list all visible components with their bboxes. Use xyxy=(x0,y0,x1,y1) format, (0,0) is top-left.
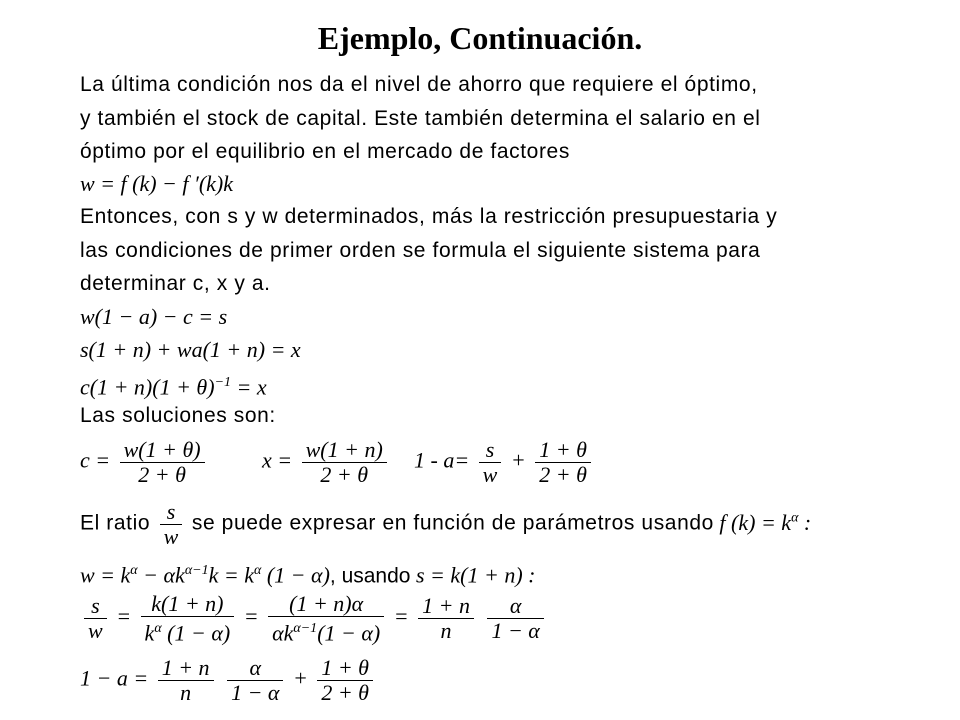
sol-x-denominator: 2 + θ xyxy=(320,462,369,487)
text-line-1: La última condición nos da el nivel de ahorro que requiere el óptimo, xyxy=(80,73,758,96)
ratio-derivation xyxy=(80,592,548,645)
sol-a-f1-numerator: s xyxy=(479,438,502,463)
sol-x-numerator: w(1 + n) xyxy=(302,438,387,463)
system-equation-3 xyxy=(80,370,267,400)
sol-a-f2-denominator: 2 + θ xyxy=(539,462,587,487)
rd-eq-3: = xyxy=(393,603,409,629)
sol-a-fraction-2 xyxy=(535,438,591,487)
sys3-exponent: −1 xyxy=(214,375,232,390)
sol-c-fraction xyxy=(120,438,205,487)
final-plus: + xyxy=(292,665,308,691)
ratio-function: f $(k) = k^\alpha$ : xyxy=(719,509,812,535)
sol-a-f2-numerator: 1 + θ xyxy=(535,438,591,463)
system-equation-2: s(1 + n) + wa(1 + n) = x xyxy=(80,337,301,362)
rd-lhs-fraction: $\frac{s}{w}$ xyxy=(84,594,107,643)
sys3-left: c(1 + n)(1 + θ) xyxy=(80,374,215,400)
final-fraction-2: $\frac{\alpha}{1 - \alpha}$ xyxy=(227,656,283,705)
sol-a-f1-denominator: w xyxy=(482,462,498,487)
ratio-prefix: El ratio xyxy=(80,511,151,535)
text-line-11: Las soluciones son: xyxy=(80,404,276,427)
final-fraction-3: $\frac{1 + \theta}{2 + \theta}$ xyxy=(317,656,373,705)
usando-text: , usando xyxy=(329,564,411,588)
s-equation: s = k(1 + n) : xyxy=(415,562,536,588)
ratio-fraction xyxy=(160,500,183,549)
rd-eq-1: = xyxy=(116,603,132,629)
sys3-right: = x xyxy=(231,374,267,400)
system-equation-1: w(1 − a) − c = s xyxy=(80,304,228,329)
sol-c-lhs: c = xyxy=(80,447,111,473)
rd-eq-2: = xyxy=(243,603,259,629)
ratio-line xyxy=(80,500,811,549)
text-line-3: óptimo por el equilibrio en el mercado de factores xyxy=(80,140,570,163)
sol-a-plus: + xyxy=(510,447,526,473)
rd-fraction-3: $\frac{1 + n}{n}$ xyxy=(418,594,474,643)
rd-fraction-4: $\frac{\alpha}{1 - \alpha}$ xyxy=(487,594,543,643)
final-lhs: 1 − a = xyxy=(80,665,149,691)
sol-a-lhs: 1 - a= xyxy=(414,447,470,473)
final-equation xyxy=(80,656,377,705)
rd-fraction-1: $\frac{k(1 + n)}{k^\alpha (1 - \alpha)}$ xyxy=(141,592,235,645)
solution-c xyxy=(80,438,209,487)
rd-fraction-2: $\frac{(1 + n)\alpha}{\alpha k^{\alpha-1}(1 - \alpha)}$ xyxy=(268,592,384,645)
sol-a-fraction-1 xyxy=(479,438,502,487)
sol-c-numerator: w(1 + θ) xyxy=(120,438,205,463)
ratio-numerator: s xyxy=(160,500,183,525)
slide-title: Ejemplo, Continuación. xyxy=(317,20,643,56)
text-line-6: las condiciones de primer orden se formula el siguiente sistema para xyxy=(80,239,761,262)
sol-x-fraction xyxy=(302,438,387,487)
ratio-denominator: w xyxy=(163,524,179,549)
text-line-2: y también el stock de capital. Este también determina el salario en el xyxy=(80,107,761,130)
wage-power-equation: $w = k^\alpha - \alpha k^{\alpha-1}k = k^\alpha$ (1 − α), usando s = k(1 + n) : xyxy=(80,562,536,588)
text-line-5: Entonces, con s y w determinados, más la restricción presupuestaria y xyxy=(80,205,778,228)
ratio-suffix: se puede expresar en función de parámetros usando xyxy=(191,511,714,535)
solution-a xyxy=(414,438,595,487)
final-fraction-1: $\frac{1 + n}{n}$ xyxy=(158,656,214,705)
sol-x-lhs: x = xyxy=(262,447,293,473)
sol-c-denominator: 2 + θ xyxy=(138,462,186,487)
solution-x xyxy=(262,438,391,487)
text-line-7: determinar c, x y a. xyxy=(80,272,271,295)
wage-equation: w = f (k) − f ′(k)k xyxy=(80,171,234,196)
